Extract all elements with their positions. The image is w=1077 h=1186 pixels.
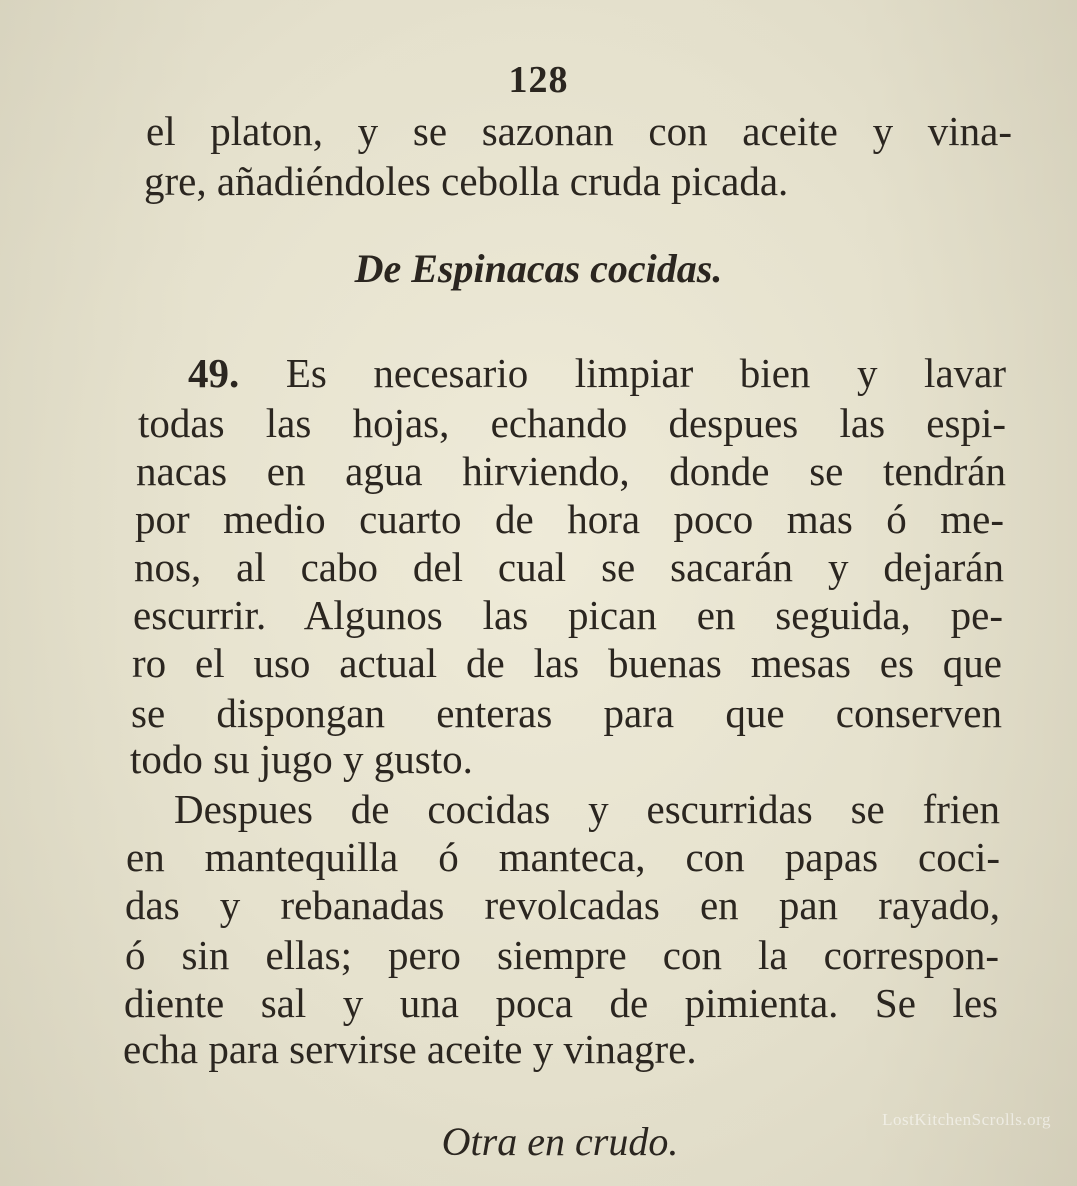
section-heading: De Espinacas cocidas. bbox=[354, 246, 723, 291]
recipe-number: 49. bbox=[188, 350, 240, 396]
paragraph-line: ó sin ellas; pero siempre con la correspon- bbox=[125, 932, 999, 978]
paragraph-line: nacas en agua hirviendo, donde se tendrán bbox=[136, 448, 1006, 494]
paragraph-line: por medio cuarto de hora poco mas ó me- bbox=[135, 496, 1004, 542]
watermark: LostKitchenScrolls.org bbox=[882, 1110, 1051, 1129]
paragraph-line: echa para servirse aceite y vinagre. bbox=[123, 1026, 697, 1072]
paragraph-line: Es necesario limpiar bien y lavar bbox=[285, 350, 1006, 396]
intro-line: gre, añadiéndoles cebolla cruda picada. bbox=[144, 158, 789, 204]
intro-line: el platon, y se sazonan con aceite y vina- bbox=[146, 108, 1012, 154]
paragraph-line: escurrir. Algunos las pican en seguida, pe- bbox=[133, 592, 1003, 638]
paragraph-line: en mantequilla ó manteca, con papas coci- bbox=[126, 834, 1000, 880]
recipe-first-line bbox=[188, 348, 1006, 398]
paragraph-line: diente sal y una poca de pimienta. Se les bbox=[124, 980, 998, 1026]
paragraph-line: nos, al cabo del cual se sacarán y dejarán bbox=[134, 544, 1004, 590]
paragraph-line: das y rebanadas revolcadas en pan rayado, bbox=[125, 882, 1000, 928]
page-number: 128 bbox=[508, 59, 569, 101]
paragraph-line: todo su jugo y gusto. bbox=[130, 736, 473, 782]
next-section-heading: Otra en crudo. bbox=[441, 1119, 679, 1164]
paragraph-line: se dispongan enteras para que conserven bbox=[131, 690, 1002, 736]
paragraph-line: Despues de cocidas y escurridas se frien bbox=[174, 786, 1000, 832]
paragraph-line: ro el uso actual de las buenas mesas es que bbox=[132, 640, 1002, 686]
paragraph-line: todas las hojas, echando despues las espi- bbox=[138, 400, 1006, 446]
